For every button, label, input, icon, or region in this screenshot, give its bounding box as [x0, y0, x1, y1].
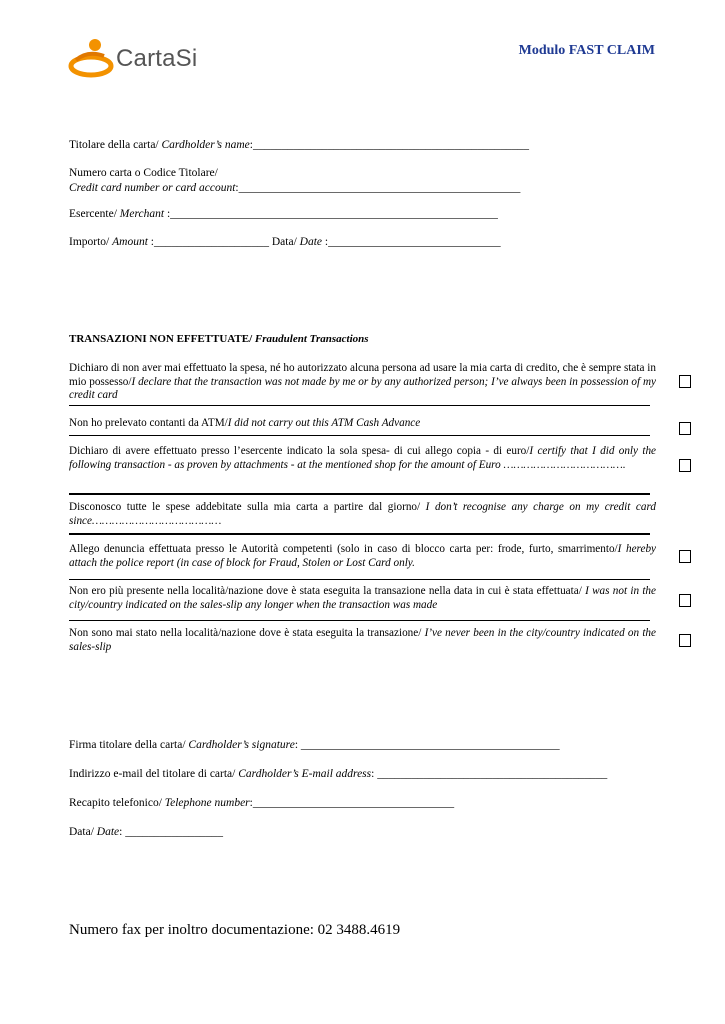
divider — [69, 435, 650, 436]
checkbox-not-authorized[interactable] — [679, 375, 691, 388]
divider — [69, 405, 650, 406]
item-police-report: Allego denuncia effettuata presso le Autorità competenti (solo in caso di blocco carta per: frode, furto, smarrimento/I hereby attach the police report (in case of block for Fraud, Stolen or Lost Card only. — [69, 543, 657, 569]
cartasi-logo-icon — [68, 36, 114, 80]
fax-number: Numero fax per inoltro documentazione: 02 3488.4619 — [69, 922, 401, 938]
divider — [69, 493, 650, 495]
section-title: TRANSAZIONI NON EFFETTUATE/ Fraudulent Transactions — [69, 333, 369, 345]
logo-text: CartaSi — [116, 45, 198, 72]
checkbox-amount-only[interactable] — [679, 459, 691, 472]
item-disown-charges: Disconosco tutte le spese addebitate sulla mia carta a partire dal giorno/ I don’t recognise any charge on my credit card since………………………………… — [69, 501, 657, 527]
item-not-authorized: Dichiaro di non aver mai effettuato la spesa, né ho autorizzato alcuna persona ad usare la mia carta di credito, che è sempre stata in mio possesso/I declare that the transaction was not made by me or by any authorized person; I’ve always been in possession of my credit card — [69, 362, 656, 401]
checkbox-never-been[interactable] — [679, 634, 691, 647]
item-amount-only: Dichiaro di avere effettuato presso l’esercente indicato la sola spesa- di cui allego copia - di euro/I certify that I did only the following transaction - as proven by attachments - at the mentioned shop for the amount of Euro ………………………………. — [69, 445, 656, 471]
merchant-field[interactable]: Esercente/ Merchant :_________________________________________________________ — [69, 208, 498, 220]
date-field[interactable]: Data/ Date: _________________ — [69, 826, 223, 838]
checkbox-not-present[interactable] — [679, 594, 691, 607]
divider — [69, 620, 650, 621]
item-no-atm: Non ho prelevato contanti da ATM/I did not carry out this ATM Cash Advance — [69, 417, 421, 429]
card-number-field[interactable]: Numero carta o Codice Titolare/ Credit card number or card account:_________________________________________________ — [69, 167, 521, 194]
cartasi-logo — [68, 36, 208, 80]
item-not-present: Non ero più presente nella località/nazione dove è stata eseguita la transazione nella data in cui è stata effettuata/ I was not in the city/country indicated on the sales-slip any longer when the transaction was made — [69, 585, 656, 611]
checkbox-police-report[interactable] — [679, 550, 691, 563]
email-field[interactable]: Indirizzo e-mail del titolare di carta/ Cardholder’s E-mail address: ________________________________________ — [69, 768, 608, 780]
signature-field[interactable]: Firma titolare della carta/ Cardholder’s signature: _____________________________________________ — [69, 739, 560, 751]
amount-date-field[interactable]: Importo/ Amount :____________________ Data/ Date :______________________________ — [69, 236, 501, 248]
item-never-been: Non sono mai stato nella località/nazione dove è stata eseguita la transazione/ I’ve never been in the city/country indicated on the sales-slip — [69, 627, 656, 653]
divider — [69, 533, 650, 535]
cardholder-name-field[interactable]: Titolare della carta/ Cardholder’s name:________________________________________________ — [69, 139, 529, 151]
checkbox-no-atm[interactable] — [679, 422, 691, 435]
divider — [69, 579, 650, 580]
phone-field[interactable]: Recapito telefonico/ Telephone number:___________________________________ — [69, 797, 455, 809]
form-title: Modulo FAST CLAIM — [518, 43, 655, 58]
